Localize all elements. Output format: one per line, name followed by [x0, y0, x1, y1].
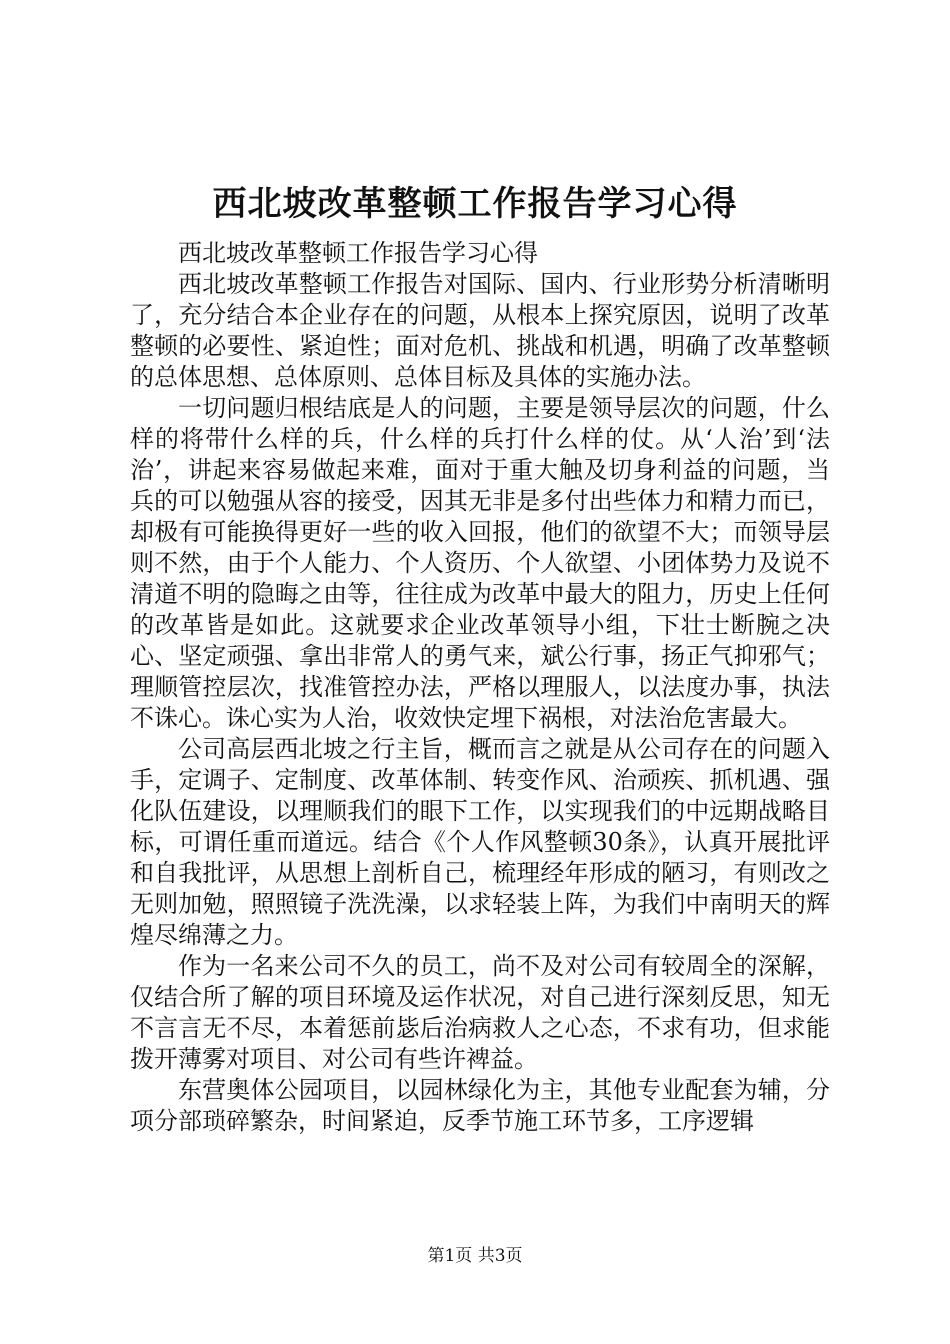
paragraph-1: 西北坡改革整顿工作报告对国际、国内、行业形势分析清晰明了，充分结合本企业存在的问题，从根本上探究原因，说明了改革整顿的必要性、紧迫性；面对危机、挑战和机遇，明确了改革整顿的总体思想、总体原则、总体目标及具体的实施办法。 — [130, 270, 830, 391]
paragraph-4: 作为一名来公司不久的员工，尚不及对公司有较周全的深解，仅结合所了解的项目环境及运作状况，对自己进行深刻反思，知无不言言无不尽，本着惩前毖后治病救人之心态，不求有功，但求能拨开薄雾对项目、对公司有些许裨益。 — [130, 952, 830, 1073]
paragraph-2: 一切问题归根结底是人的问题，主要是领导层次的问题，什么样的将带什么样的兵，什么样的兵打什么样的仗。从‘人治’到‘法治’，讲起来容易做起来难，面对于重大触及切身利益的问题，当兵的可以勉强从容的接受，因其无非是多付出些体力和精力而已，却极有可能换得更好一些的收入回报，他们的欲望不大；而领导层则不然，由于个人能力、个人资历、个人欲望、小团体势力及说不清道不明的隐晦之由等，往往成为改革中最大的阻力，历史上任何的改革皆是如此。这就要求企业改革领导小组，下壮士断腕之决心、坚定顽强、拿出非常人的勇气来，斌公行事，扬正气抑邪气；理顺管控层次，找准管控办法，严格以理服人，以法度办事，执法不诛心。诛心实为人治，收效快定埋下祸根，对法治危害最大。 — [130, 394, 830, 732]
paragraph-5: 东营奥体公园项目，以园林绿化为主，其他专业配套为辅，分项分部琐碎繁杂，时间紧迫，反季节施工环节多，工序逻辑 — [130, 1076, 830, 1135]
document-body — [130, 238, 830, 1137]
paragraph-subtitle: 西北坡改革整顿工作报告学习心得 — [178, 239, 538, 267]
page-number: 第1页 共3页 — [427, 1246, 523, 1266]
document-title: 西北坡改革整顿工作报告学习心得 — [212, 184, 738, 224]
paragraph-3: 公司高层西北坡之行主旨，概而言之就是从公司存在的问题入手，定调子、定制度、改革体制、转变作风、治顽疾、抓机遇、强化队伍建设，以理顺我们的眼下工作，以实现我们的中远期战略目标，可谓任重而道远。结合《个人作风整顿30条》，认真开展批评和自我批评，从思想上剖析自己，梳理经年形成的陋习，有则改之无则加勉，照照镜子洗洗澡，以求轻装上阵，为我们中南明天的辉煌尽绵薄之力。 — [130, 735, 830, 949]
